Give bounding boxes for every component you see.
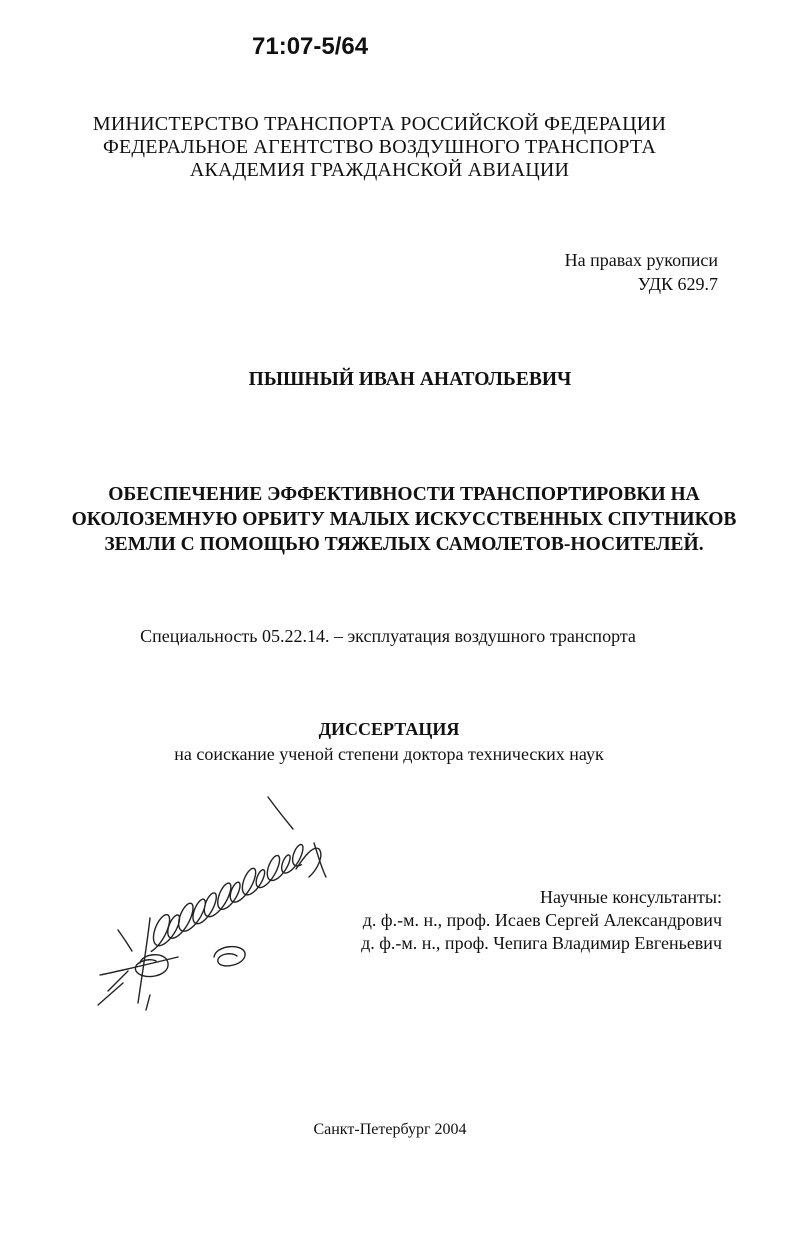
ministry-line-2: ФЕДЕРАЛЬНОЕ АГЕНТСТВО ВОЗДУШНОГО ТРАНСПОРТА <box>103 136 656 158</box>
title-line-1: ОБЕСПЕЧЕНИЕ ЭФФЕКТИВНОСТИ ТРАНСПОРТИРОВКИ НА <box>108 484 700 505</box>
consultant-2: д. ф.-м. н., проф. Чепига Владимир Евгеньевич <box>361 933 722 953</box>
manuscript-rights-block <box>0 248 718 296</box>
signature-top-stroke <box>268 797 293 829</box>
udc-code: УДК 629.7 <box>637 274 718 294</box>
ministry-line-3: АКАДЕМИЯ ГРАЖДАНСКОЙ АВИАЦИИ <box>189 159 570 181</box>
ministry-line-1: МИНИСТЕРСТВО ТРАНСПОРТА РОССИЙСКОЙ ФЕДЕРАЦИИ <box>92 113 667 135</box>
manuscript-rights-note: На правах рукописи <box>564 250 718 270</box>
consultants-block <box>0 886 722 955</box>
title-line-3: ЗЕМЛИ С ПОМОЩЬЮ ТЯЖЕЛЫХ САМОЛЕТОВ-НОСИТЕЛЕЙ. <box>104 534 704 555</box>
work-type-heading: ДИССЕРТАЦИЯ <box>318 719 460 739</box>
work-type-block <box>0 717 778 767</box>
consultant-1: д. ф.-м. н., проф. Исаев Сергей Александрович <box>362 910 722 930</box>
signature-bottom-tick <box>146 995 150 1010</box>
degree-line: на соискание ученой степени доктора технических наук <box>174 744 604 764</box>
author-name: ПЫШНЫЙ ИВАН АНАТОЛЬЕВИЧ <box>248 369 572 390</box>
place-and-year: Санкт-Петербург 2004 <box>313 1121 467 1138</box>
signature-flourish-stroke <box>314 843 326 877</box>
dissertation-title <box>12 482 796 557</box>
signature-bottom-slash <box>98 983 123 1005</box>
specialty-line: Специальность 05.22.14. – эксплуатация воздушного транспорта <box>140 626 636 646</box>
organization-block <box>0 113 759 182</box>
title-line-2: ОКОЛОЗЕМНУЮ ОРБИТУ МАЛЫХ ИСКУССТВЕННЫХ СПУТНИКОВ <box>71 509 737 530</box>
consultants-heading: Научные консультанты: <box>540 887 722 907</box>
archive-code: 71:07-5/64 <box>252 33 369 60</box>
